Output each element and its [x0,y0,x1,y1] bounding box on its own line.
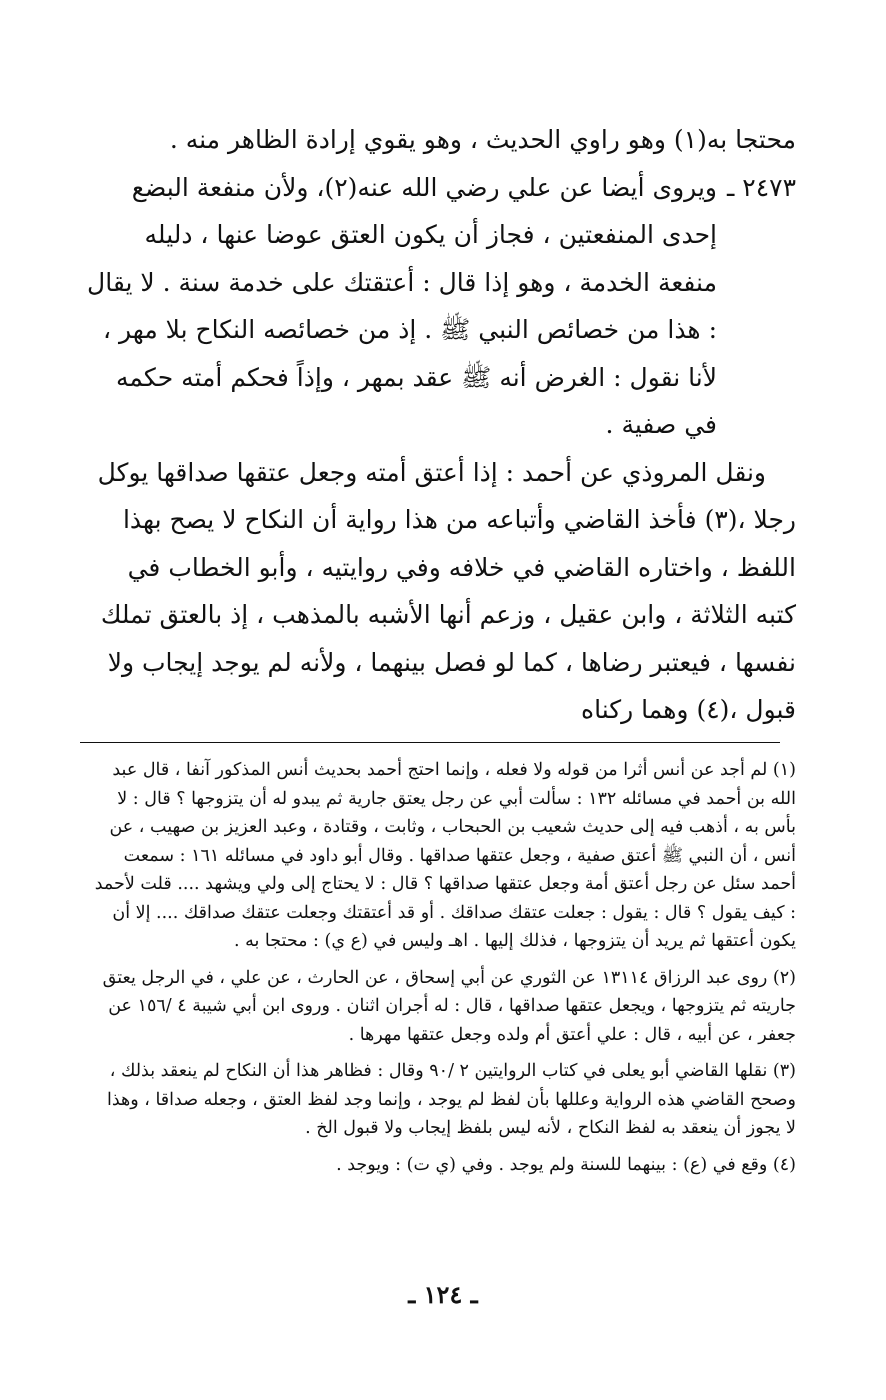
entry-text: ويروى أيضا عن علي رضي الله عنه(٢)، ولأن منفعة البضع إحدى المنفعتين ، فجاز أن يكون العتق عوضا عنها ، دليله منفعة الخدمة ، وهو إذا قال : أعتقتك على خدمة سنة . لا يقال : هذا من خصائص النبي ﷺ . إذ من خصائصه النكاح بلا مهر ، لأنا نقول : الغرض أنه ﷺ عقد بمهر ، وإذاً فحكم أمته حكمه في صفية . [87,172,717,439]
continuation-paragraph: محتجا به(١) وهو راوي الحديث ، وهو يقوي إرادة الظاهر منه . [169,125,796,154]
footnote-4: (٤) وقع في (ع) : بينهما للسنة ولم يوجد . وفي (ي ت) : ويوجد . [336,1154,796,1175]
footnote-separator [80,742,780,743]
footnotes [94,756,796,1187]
entry-number: ٢٤٧٣ ـ [727,172,796,202]
main-text [80,116,796,734]
footnote-3: (٣) نقلها القاضي أبو يعلى في كتاب الروايتين ٢ /٩٠ وقال : فظاهر هذا أن النكاح لم ينعقد بذلك ، وصحح القاضي هذه الرواية وعللها بأن لفظ لم يوجد ، وإنما وجد لفظ العتق ، وجعله صداقا ، وهذا لا يجوز أن ينعقد به لفظ النكاح ، لأنه ليس بلفظ إيجاب ولا قبول الخ . [106,1061,796,1138]
footnote-2: (٢) روى عبد الرزاق ١٣١١٤ عن الثوري عن أبي إسحاق ، عن الحارث ، عن علي ، في الرجل يعتق جاريته ثم يتزوجها ، ويجعل عتقها صداقها ، قال : له أجران اثنان . وروى ابن أبي شيبة ٤ /١٥٦ عن جعفر ، عن أبيه ، قال : علي أعتق أم ولده وجعل عتقها مهرها . [102,967,796,1045]
numbered-entry [80,164,796,449]
body-paragraph: ونقل المروذي عن أحمد : إذا أعتق أمته وجعل عتقها صداقها يوكل رجلا ،(٣) فأخذ القاضي وأتباعه من هذا رواية أن النكاح لا يصح بهذا اللفظ ، واختاره القاضي في خلافه وفي روايتيه ، وأبو الخطاب في كتبه الثلاثة ، وابن عقيل ، وزعم أنها الأشبه بالمذهب ، إذ بالعتق تملك نفسها ، فيعتبر رضاها ، كما لو فصل بينهما ، ولأنه لم يوجد إيجاب ولا قبول ،(٤) وهما ركناه [97,457,796,724]
footnote-1: (١) لم أجد عن أنس أثرا من قوله ولا فعله ، وإنما احتج أحمد بحديث أنس المذكور آنفا ، قال عبد الله بن أحمد في مسائله ١٣٢ : سألت أبي عن رجل يعتق جارية ثم يبدو له أن يتزوجها ؟ قال : لا بأس به ، أذهب فيه إلى حديث شعيب بن الحبحاب ، وثابت ، وقتادة ، وعبد العزيز بن صهيب ، عن أنس ، أن النبي ﷺ أعتق صفية ، وجعل عتقها صداقها . وقال أبو داود في مسائله ١٦١ : سمعت أحمد سئل عن رجل أعتق أمة وجعل عتقها صداقها ؟ قال : لا يحتاج إلى ولي ويشهد .... قلت لأحمد : كيف يقول ؟ قال : يقول : جعلت عتقك صداقك . أو قد أعتقتك وجعلت عتقك صداقك .... إلا أن يكون أعتقها ثم يريد أن يتزوجها ، فذلك إليها . اهـ وليس في (ع ي) : محتجا به . [94,760,796,951]
page-number: ـ ١٢٤ ـ [408,1280,478,1309]
